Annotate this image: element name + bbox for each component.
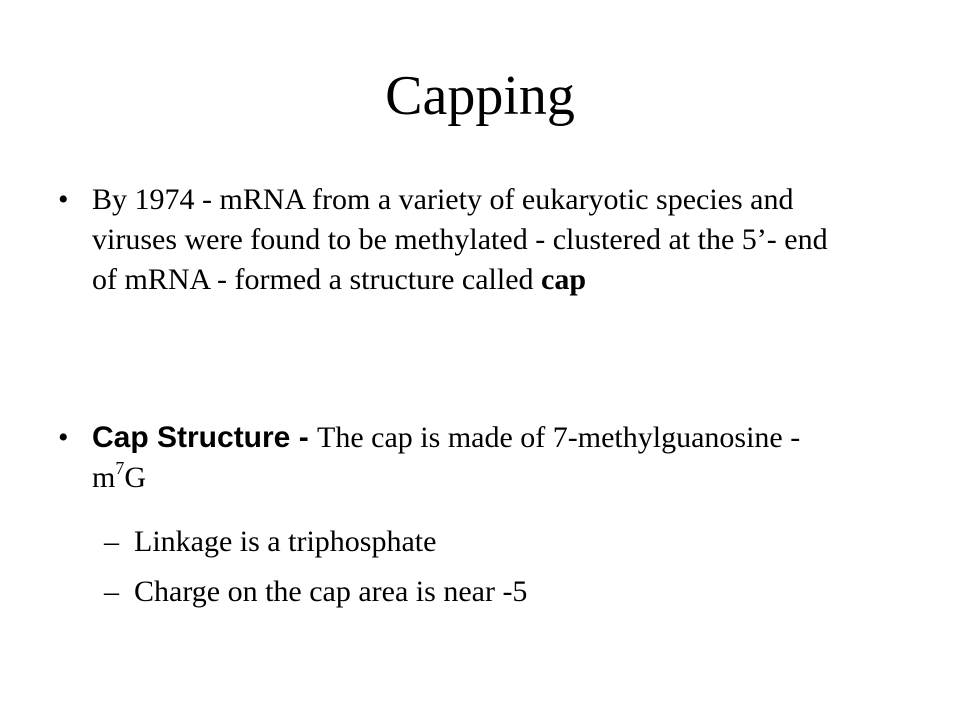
bullet-heading: Cap Structure - — [92, 421, 318, 454]
bullet-text-bold: cap — [541, 263, 587, 296]
bullet-marker: • — [58, 421, 69, 454]
sub-bullet-marker: – — [104, 575, 119, 608]
bullet-item — [58, 180, 858, 300]
bullet-item — [58, 418, 858, 498]
bullet-marker: • — [58, 183, 69, 216]
bullet-text — [92, 180, 858, 300]
bullet-text — [92, 418, 858, 498]
bullet-text-suffix: G — [124, 461, 147, 494]
slide-title: Capping — [385, 65, 575, 127]
sub-bullet-item — [104, 522, 864, 562]
sub-bullet-text: Linkage is a triphosphate — [134, 525, 437, 558]
bullet-text-body: By 1974 - mRNA from a variety of eukaryotic species and viruses were found to be methylated - clustered at the 5’- end of mRNA - formed a structure called — [92, 183, 828, 296]
sub-bullet-marker: – — [104, 525, 119, 558]
sub-bullet-text: Charge on the cap area is near -5 — [134, 575, 528, 608]
superscript: 7 — [115, 458, 125, 478]
bullet-text-body: The cap is made of 7-methylguanosine - m — [92, 421, 801, 494]
sub-bullet-item — [104, 572, 864, 612]
